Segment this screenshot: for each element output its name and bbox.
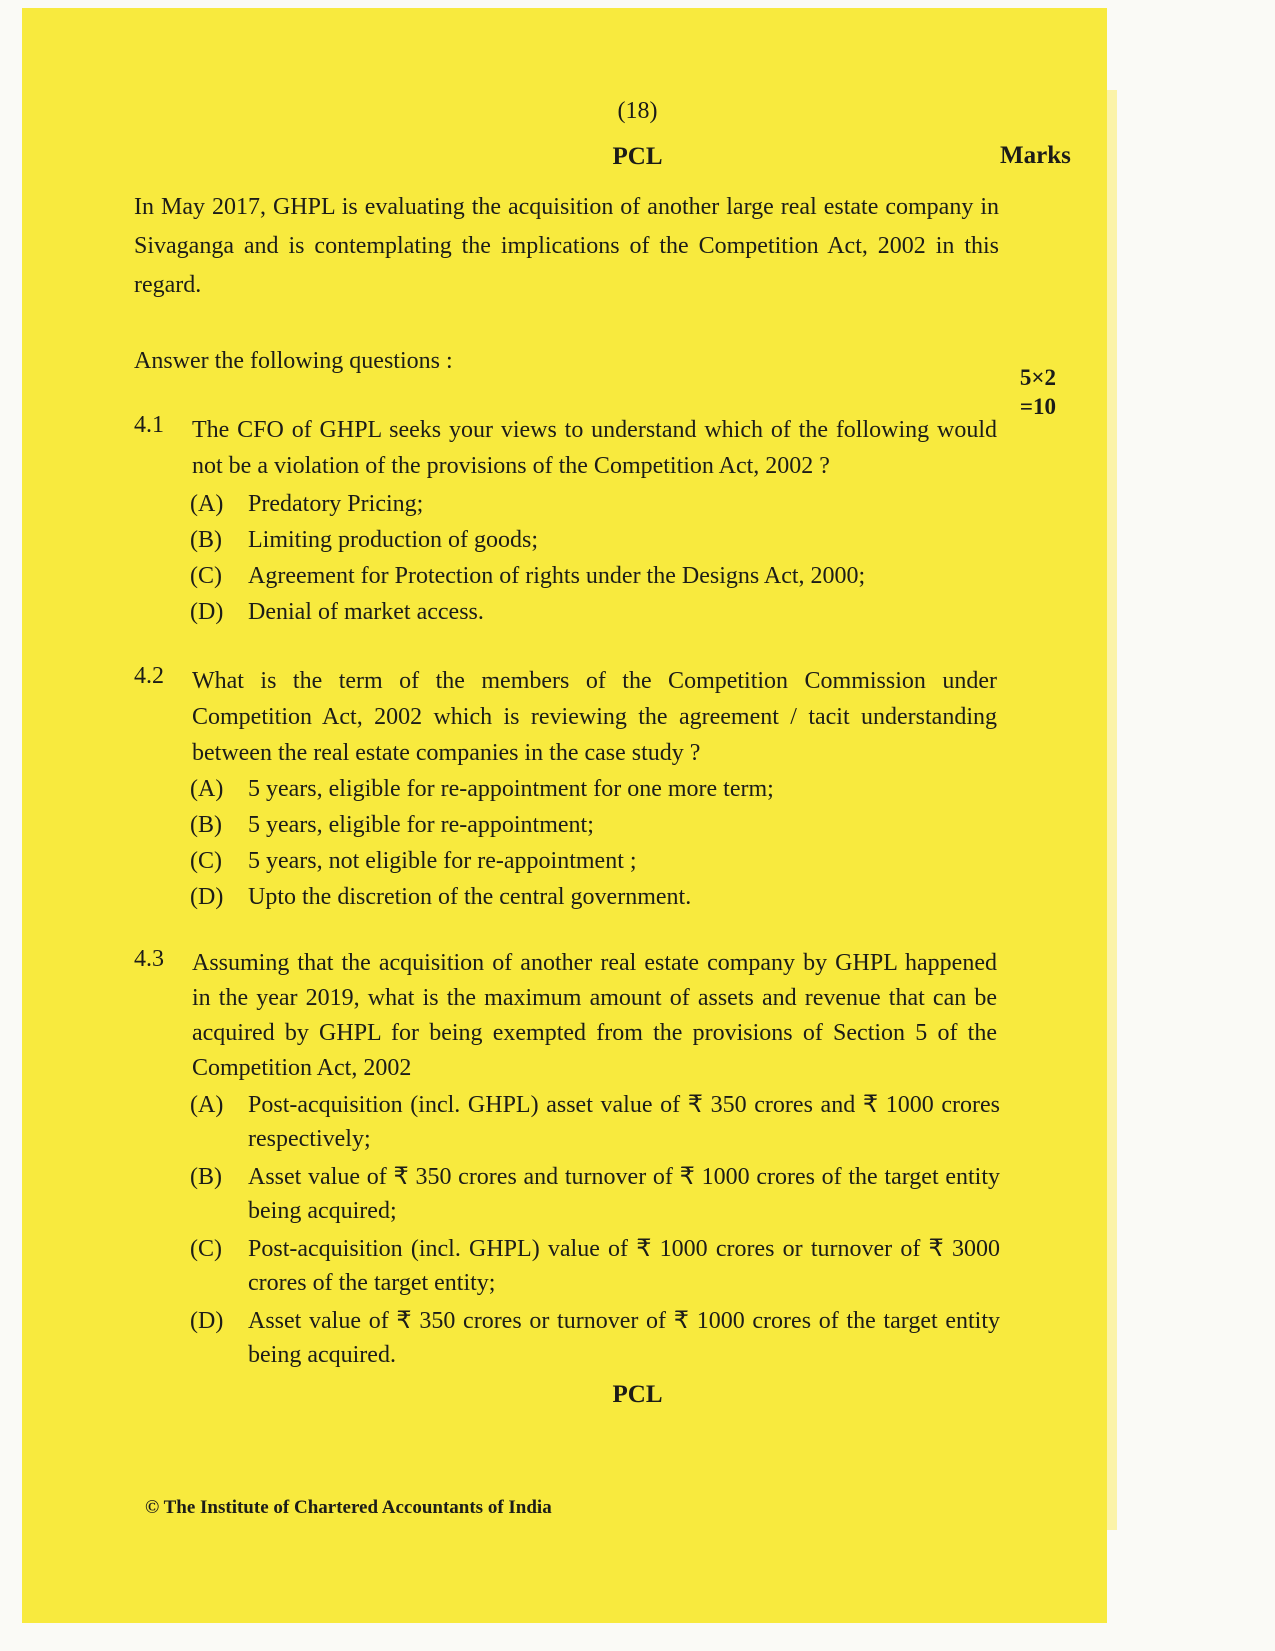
option-a	[190, 771, 1000, 807]
options-list	[190, 771, 1000, 915]
option-c	[190, 1232, 1000, 1300]
option-text: Limiting production of goods;	[248, 527, 538, 553]
option-b	[190, 807, 1000, 843]
option-c	[190, 558, 1000, 594]
option-a	[190, 486, 1000, 522]
option-label: (D)	[190, 1308, 224, 1334]
question-number: 4.3	[134, 946, 164, 972]
option-label: (A)	[190, 776, 224, 802]
option-text: Asset value of ₹ 350 crores and turnover of ₹ 1000 crores of the target entity being acquired;	[248, 1164, 1000, 1224]
options-list	[190, 1088, 1000, 1372]
question-text: What is the term of the members of the Competition Commission under Competition Act, 2002 which is reviewing the agreement / tacit understanding between the real estate companies in the case study ?	[192, 668, 997, 766]
option-d	[190, 879, 1000, 915]
option-text: Asset value of ₹ 350 crores or turnover of ₹ 1000 crores of the target entity being acquired.	[248, 1308, 1000, 1368]
option-label: (C)	[190, 848, 222, 874]
option-text: Predatory Pricing;	[248, 491, 424, 517]
answer-prompt: Answer the following questions :	[134, 348, 453, 374]
page-edge	[1107, 90, 1117, 1530]
option-label: (C)	[190, 563, 222, 589]
option-d	[190, 1304, 1000, 1372]
option-text: 5 years, eligible for re-appointment;	[248, 812, 594, 838]
option-label: (B)	[190, 527, 222, 553]
option-text: 5 years, eligible for re-appointment for one more term;	[248, 776, 774, 802]
option-label: (C)	[190, 1236, 222, 1262]
option-b	[190, 1160, 1000, 1228]
option-d	[190, 594, 1000, 630]
option-b	[190, 522, 1000, 558]
option-label: (A)	[190, 1092, 224, 1118]
page-number: (18)	[617, 98, 658, 124]
footer-paper-code: PCL	[612, 1381, 663, 1408]
option-label: (B)	[190, 1164, 222, 1190]
marks-allocation	[1000, 363, 1056, 421]
marks-allocation-line1: 5×2	[1019, 365, 1056, 390]
question-text: Assuming that the acquisition of another real estate company by GHPL happened in the year 2019, what is the maximum amount of assets and revenue that can be acquired by GHPL for being exempted from the provisions of Section 5 of the Competition Act, 2002	[192, 950, 997, 1081]
header-paper-code: PCL	[612, 143, 663, 170]
option-text: Post-acquisition (incl. GHPL) value of ₹ 1000 crores or turnover of ₹ 3000 crores of the target entity;	[248, 1236, 1000, 1296]
intro-paragraph: In May 2017, GHPL is evaluating the acquisition of another large real estate company in Sivaganga and is contemplating the implications of the Competition Act, 2002 in this regard.	[134, 194, 999, 298]
question-text: The CFO of GHPL seeks your views to understand which of the following would not be a violation of the provisions of the Competition Act, 2002 ?	[192, 417, 997, 479]
option-a	[190, 1088, 1000, 1156]
option-text: Agreement for Protection of rights under the Designs Act, 2000;	[248, 563, 866, 589]
option-label: (B)	[190, 812, 222, 838]
option-label: (A)	[190, 491, 224, 517]
option-text: 5 years, not eligible for re-appointment ;	[248, 848, 637, 874]
option-label: (D)	[190, 599, 224, 625]
marks-allocation-line2: =10	[1019, 394, 1056, 419]
option-label: (D)	[190, 884, 224, 910]
question-number: 4.1	[134, 412, 164, 438]
copyright-notice: © The Institute of Chartered Accountants of India	[145, 1497, 552, 1518]
option-text: Denial of market access.	[248, 599, 484, 625]
option-text: Post-acquisition (incl. GHPL) asset value of ₹ 350 crores and ₹ 1000 crores respectively;	[248, 1092, 1000, 1152]
question-number: 4.2	[134, 663, 164, 689]
header-marks-label: Marks	[1000, 142, 1071, 169]
option-text: Upto the discretion of the central government.	[248, 884, 692, 910]
options-list	[190, 486, 1000, 630]
option-c	[190, 843, 1000, 879]
